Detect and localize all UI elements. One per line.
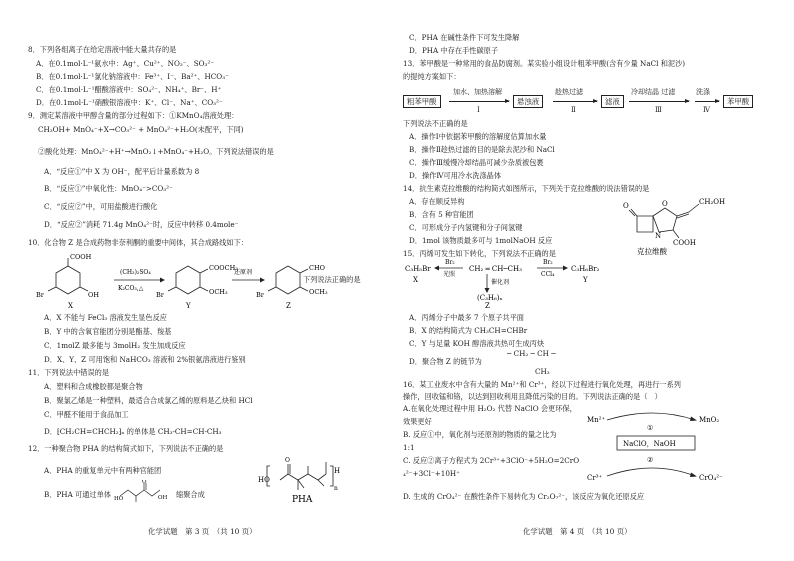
left-page	[0, 0, 385, 561]
flow-step-3: 冷却结晶 过滤	[631, 88, 676, 96]
flow-box-filtrate: 滤液	[601, 95, 624, 108]
clav-label: 克拉维酸	[637, 247, 667, 256]
z-group-cho: CHO	[309, 264, 325, 272]
q8-stem: 8．下列各组离子在给定溶液中能大量共存的是	[28, 45, 177, 54]
q15-propene-scheme	[403, 258, 703, 308]
pha-label: PHA	[292, 495, 313, 505]
flow-arrow-4	[695, 101, 719, 102]
y-group-br: Br	[156, 291, 164, 299]
q12-option-b-suffix: 缩聚合成	[176, 490, 205, 499]
compound-y-structure	[168, 266, 208, 294]
q9-stem: 9．测定某溶液中甲醇含量的部分过程如下：①KMnO₄溶液处理：	[28, 111, 239, 120]
x-group-oh: OH	[88, 291, 99, 299]
q14-option-b: B．含有 5 种官能团	[409, 210, 474, 219]
prop-x: C₃H₅Br	[405, 265, 431, 273]
q15-option-d: D．聚合物 Z 的链节为	[409, 357, 482, 366]
q8-option-d: D．在0.1mol·L⁻¹硝酸银溶液中：K⁺、Cl⁻、Na⁺、CO₃²⁻	[36, 98, 223, 107]
q9-option-d: D．“反应②”消耗 71.4g MnO₄²⁻时，反应中转移 0.4mole⁻	[44, 220, 239, 229]
prop-br2-top: Br₂	[445, 259, 455, 266]
q8-option-a: A．在0.1mol·L⁻¹氨水中：Ag⁺、Cu²⁺、NO₃⁻、SO₃²⁻	[36, 59, 215, 68]
prop-x-label: X	[413, 276, 418, 284]
flow-step-1: 加水、加热溶解	[453, 88, 502, 96]
q15-option-a: A．丙烯分子中最多 7 个原子共平面	[409, 313, 524, 322]
q13-stem-cont: 的提纯方案如下：	[403, 72, 461, 81]
flow-roman-1: Ⅰ	[477, 106, 480, 114]
q13-option-b: B．操作Ⅱ趁热过滤的目的是除去泥沙和 NaCl	[409, 145, 555, 154]
prop-br2b-bottom: CCl₄	[541, 271, 555, 278]
q14-option-d: D．1mol 该物质最多可与 1molNaOH 反应	[409, 236, 553, 245]
q12-option-a: A．PHA 的重复单元中有两种官能团	[44, 466, 162, 475]
q9-option-a: A．“反应①”中 X 为 OH⁻，配平后计量系数为 8	[44, 167, 200, 176]
reagent-1-top: (CH₃)₂SO₄	[120, 269, 151, 276]
flow-arrow-3	[629, 101, 689, 102]
q11-option-b: B．聚氯乙烯是一种塑料，最适合合成氯乙烯的原料是乙炔和 HCl	[44, 396, 253, 405]
cycle-center: NaClO，NaOH	[623, 440, 676, 448]
cycle-mno2: MnO₂	[699, 416, 720, 424]
label-z: Z	[286, 302, 291, 310]
q11-stem: 11．下列说法中错误的是	[28, 368, 110, 377]
q9-option-c: C．“反应②”中，可用盐酸进行酸化	[44, 202, 158, 211]
q14-stem: 14．抗生素克拉维酸的结构简式如图所示，下列关于克拉维酸的说法错误的是	[403, 184, 650, 193]
q15-option-c: C．Y 与足量 KOH 醇溶液共热可生成丙炔	[409, 339, 545, 348]
chain-link-sub: CH₃	[535, 367, 550, 376]
label-y: Y	[186, 302, 191, 310]
q16-option-d: D. 生成的 CrO₄²⁻ 在酸性条件下易转化为 Cr₂O₇²⁻，该反应为氧化还原反应	[403, 492, 645, 501]
q13-prompt: 下列说法不正确的是	[403, 119, 468, 128]
prop-catalyst: 催化剂	[491, 279, 510, 286]
q11-option-d: D．⁅CH₂CH=CHCH₂⁆ₙ 的单体是 CH₃-CH=CH-CH₃	[44, 427, 222, 436]
svg-text:O: O	[142, 480, 147, 485]
reagent-2-top: 还原剂	[234, 269, 253, 276]
prop-z: (C₃H₆)ₙ	[477, 294, 503, 302]
q13-option-a: A．操作Ⅰ中依据苯甲酸的溶解度估算加水量	[409, 132, 547, 141]
label-x: X	[68, 302, 73, 310]
monomer-structure	[114, 480, 170, 504]
q11-option-a: A．塑料和合成橡胶都是聚合物	[44, 382, 143, 391]
q16-stem-cont: 操作，回收锰和铬，以达到回收利用且降低污染的目的。下列说法正确的是（ ）	[403, 392, 662, 401]
pha-structure	[258, 440, 348, 508]
pha-n: n	[334, 485, 338, 492]
prop-y: C₃H₆Br₂	[571, 265, 600, 273]
left-page-footer: 化学试题 第 3 页 （共 10 页）	[148, 527, 257, 536]
q16-option-a: A.在氧化处理过程中用 H₂O₂ 代替 NaClO 会更环保，	[403, 404, 577, 413]
x-group-cooh: COOH	[70, 253, 92, 261]
prop-center: CH₂ ═ CH─CH₃	[469, 265, 522, 273]
q14-option-a: A．存在顺反异构	[409, 197, 465, 206]
q10-prompt: 下列说法正确的是	[303, 275, 361, 284]
q11-option-c: C．甲醛不能用于食品加工	[44, 410, 129, 419]
q10-option-b: B．Y 中的含氧官能团分别是酯基、羧基	[44, 327, 172, 336]
flow-box-product: 苯甲酸	[723, 95, 753, 108]
pha-ho: HO	[258, 476, 270, 484]
compound-z-structure	[268, 266, 308, 294]
q8-option-c: C．在0.1mol·L⁻¹醋酸溶液中：SO₄²⁻、NH₄⁺、Br⁻、H⁺	[36, 85, 222, 94]
prop-y-label: Y	[583, 276, 588, 284]
y-group-cooch3: COOCH₃	[209, 264, 238, 272]
flow-roman-2: Ⅱ	[571, 106, 576, 114]
q9-equation-2: ②酸化处理：MnO₄²⁻+H⁺→MnO₂↓+MnO₄⁻+H₂O。下列说法错误的是	[38, 147, 274, 156]
compound-x-structure	[48, 258, 88, 294]
clavulanic-acid-structure	[623, 194, 743, 256]
q16-option-a-cont: 效果更好	[403, 417, 432, 426]
cycle-r1: ①	[647, 424, 654, 432]
flow-arrow-1	[449, 101, 509, 102]
q16-option-c: C. 反应②离子方程式为 2Cr³⁺+3ClO⁻+5H₂O=2CrO	[403, 456, 580, 465]
right-page	[397, 0, 782, 561]
q14-option-c: C．可形成分子内氢键和分子间氢键	[409, 223, 523, 232]
z-group-och3: OCH₃	[309, 288, 328, 296]
clav-o: O	[623, 202, 629, 210]
q16-option-b-cont: 1:1	[403, 443, 415, 452]
prop-br2-bottom: 光照	[443, 271, 456, 278]
flow-step-4: 洗涤	[696, 88, 710, 96]
flow-roman-4: Ⅳ	[703, 106, 710, 114]
svg-text:O: O	[285, 457, 290, 464]
q13-option-c: C．操作Ⅲ缓慢冷却结晶可减少杂质被包裹	[409, 158, 544, 167]
q9-option-b: B．“反应①”中氧化性：MnO₄⁻>CO₃²⁻	[44, 184, 173, 193]
x-group-br: Br	[36, 291, 44, 299]
q10-option-a: A．X 不能与 FeCl₃ 溶液发生显色反应	[44, 313, 167, 322]
flow-arrow-2	[553, 101, 597, 102]
reagent-1-bottom: K₂CO₃,△	[118, 285, 144, 292]
cycle-mn2: Mn²⁺	[587, 416, 606, 424]
flow-step-2: 趁热过滤	[555, 88, 583, 96]
q16-stem: 16．某工业废水中含有大量的 Mn²⁺和 Cr³⁺，经以下过程进行氧化处理，再进行一系列	[403, 380, 681, 389]
chain-link-main: ─ CH₂ ─ CH ─	[507, 349, 556, 358]
clav-ch2oh: CH₂OH	[699, 198, 726, 206]
prop-br2b-top: Br₂	[543, 259, 553, 266]
q15-stem: 15．丙烯可发生如下转化，下列说法不正确的是	[403, 249, 556, 258]
q12-option-b: B．PHA 可通过单体	[44, 490, 111, 499]
z-group-br: Br	[256, 291, 264, 299]
q12-option-d: D．PHA 中存在手性碳原子	[409, 46, 499, 55]
q16-redox-cycle	[587, 410, 727, 486]
clav-cooh: COOH	[673, 239, 696, 247]
q10-stem: 10．化合物 Z 是合成药物非奈利酮的重要中间体，其合成路线如下：	[28, 238, 248, 247]
flow-roman-3: Ⅲ	[655, 106, 662, 114]
q10-option-c: C．1molZ 最多能与 3molH₂ 发生加成反应	[44, 341, 186, 350]
q16-option-b: B. 反应①中，氧化剂与还原剂的物质的量之比为	[403, 430, 557, 439]
q15-option-b: B．X 的结构简式为 CH₃CH=CHBr	[409, 326, 528, 335]
cycle-r2: ②	[647, 456, 654, 464]
q10-option-d: D．X、Y、Z 可用饱和 NaHCO₃ 溶液和 2%银氨溶液进行鉴别	[44, 355, 246, 364]
flow-box-crude: 粗苯甲酸	[403, 95, 441, 108]
svg-text:O: O	[662, 200, 668, 208]
flow-box-suspension: 悬浊液	[513, 95, 543, 108]
q16-option-c-cont: ₄²⁻+3Cl⁻+10H⁺	[403, 469, 460, 478]
q9-equation-1: CH₃OH+ MnO₄⁻+X→CO₃²⁻ + MnO₄²⁻+H₂O(未配平，下同)	[38, 125, 244, 134]
svg-text:OH: OH	[158, 495, 168, 501]
q12-stem: 12．一种聚合物 PHA 的结构简式如下，下列说法不正确的是	[28, 444, 224, 453]
clav-n: N	[655, 232, 662, 240]
right-page-footer: 化学试题 第 4 页 （共 10 页）	[523, 527, 632, 536]
y-group-och3: OCH₃	[209, 288, 228, 296]
svg-text:HO: HO	[114, 496, 124, 502]
prop-z-label: Z	[485, 302, 490, 308]
q8-option-b: B．在0.1mol·L⁻¹氯化钠溶液中：Fe³⁺、I⁻、Ba²⁺、HCO₃⁻	[36, 72, 229, 81]
cycle-cr3: Cr³⁺	[587, 474, 603, 482]
cycle-cro4: CrO₄²⁻	[699, 474, 723, 482]
q13-option-d: D．操作Ⅳ可用冷水洗涤晶体	[409, 171, 502, 180]
q12-option-c: C．PHA 在碱性条件下可发生降解	[409, 33, 520, 42]
q13-stem: 13．苯甲酸是一种常用的食品防腐剂。某实验小组设计粗苯甲酸(含有少量 NaCl 和泥沙)	[403, 59, 686, 68]
pha-h: H	[334, 467, 341, 475]
